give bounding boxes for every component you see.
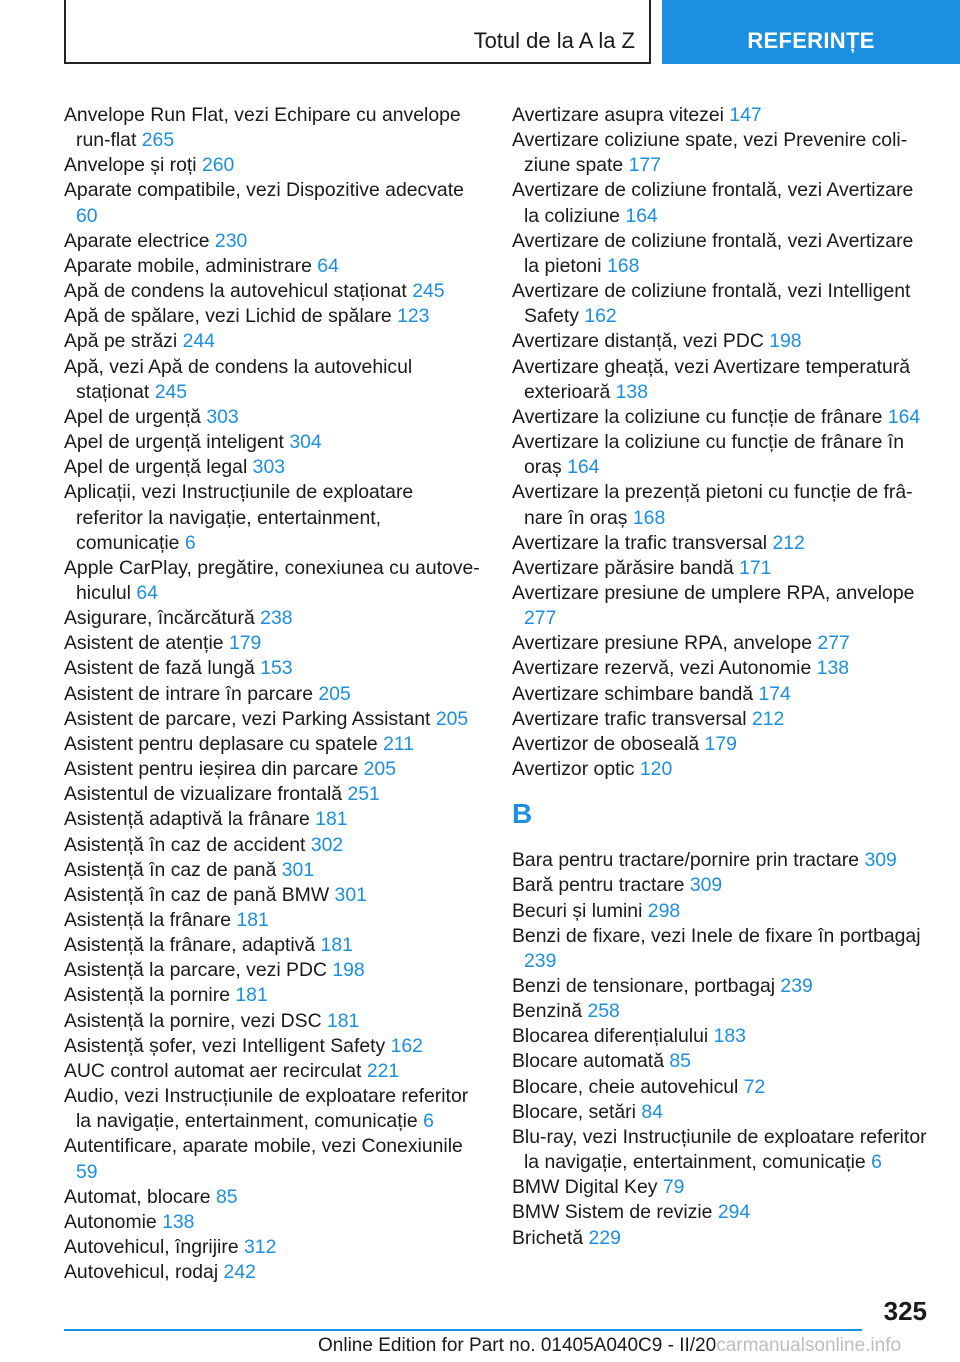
tab-section[interactable] [66,0,651,64]
entry-term: Blu-ray, vezi Instrucțiunile de exploatare referitor la navigație, entertainment, comunicație [512,1125,927,1174]
index-entry [64,1134,484,1184]
entry-term: Benzi de fixare, vezi Inele de fixare în portbagaj [512,924,921,947]
entry-term: Avertizare de coliziune frontală, vezi Intelligent Safety [512,280,911,328]
index-entry [512,355,932,405]
tab-section-label: Totul de la A la Z [473,28,635,53]
entry-term: BMW Digital Key [512,1176,663,1199]
entry-term: Asistent de intrare în parcare [64,682,319,705]
entry-term: Asistență șofer, vezi Intelligent Safety [64,1034,391,1057]
index-entry [64,707,484,732]
entry-term: Asigurare, încărcătură [64,607,261,630]
entry-page-link[interactable]: 251 [347,783,380,806]
entry-page-link[interactable]: 245 [154,380,188,403]
entry-term: Asistență în caz de accident [64,833,311,856]
index-entry [512,229,932,279]
entry-term: Avertizare coliziune spate, vezi Prevenire coliziune spate [512,129,908,177]
entry-page-link[interactable]: 64 [136,581,158,604]
entry-page-link[interactable]: 303 [206,405,239,428]
entry-term: AUC control automat aer recirculat [64,1059,367,1082]
entry-page-link[interactable]: 162 [584,305,617,328]
entry-page-link[interactable]: 205 [363,758,396,781]
tab-references[interactable] [662,0,960,64]
index-group-a [512,103,932,782]
index-entry [64,455,484,480]
edition-text: Online Edition for Part no. 01405A040C9 - II/20 [318,1335,717,1356]
entry-page-link[interactable]: 168 [607,254,640,277]
entry-term: Asistent de atenție [64,632,229,655]
entry-page-link[interactable]: 294 [717,1201,751,1224]
index-entry [64,606,484,631]
entry-term: Asistență la pornire [64,984,236,1007]
entry-page-link[interactable]: 168 [632,506,666,529]
entry-page-link[interactable]: 205 [435,707,469,730]
entry-term: Asistent de fază lungă [64,657,261,680]
entry-term: Brichetă [512,1226,589,1249]
index-entry [512,707,932,732]
entry-term: Blocarea diferențialului [512,1025,714,1048]
entry-page-link[interactable]: 153 [260,657,293,680]
index-entry [64,958,484,983]
index-entry [512,873,932,898]
entry-page-link[interactable]: 64 [317,254,339,277]
entry-term: Avertizor optic [512,758,640,781]
index-entry [64,355,484,405]
index-entry [64,1260,484,1285]
index-entry [64,1059,484,1084]
entry-page-link[interactable]: 301 [281,858,315,881]
entry-term: Asistent de parcare, vezi Parking Assistant [64,707,436,730]
entry-page-link[interactable]: 265 [141,129,175,152]
entry-term: Avertizare rezervă, vezi Autonomie [512,657,817,680]
index-entry [64,1185,484,1210]
entry-page-link[interactable]: 84 [641,1100,663,1123]
entry-term: Apă de spălare, vezi Lichid de spălare [64,305,398,328]
entry-page-link[interactable]: 179 [228,632,262,655]
entry-page-link[interactable]: 171 [739,556,772,579]
index-entry [512,1024,932,1049]
entry-page-link[interactable]: 301 [334,883,367,906]
index-entry [64,858,484,883]
entry-page-link[interactable]: 230 [214,229,248,252]
entry-page-link[interactable]: 303 [252,456,286,479]
entry-page-link[interactable]: 309 [864,849,897,872]
index-entry [512,430,932,480]
index-entry [512,1100,932,1125]
entry-term: Avertizare asupra vitezei [512,104,730,126]
entry-page-link[interactable]: 277 [524,607,557,630]
entry-term: Apel de urgență legal [64,456,253,479]
index-entry [64,732,484,757]
entry-page-link[interactable]: 244 [182,330,215,353]
entry-term: Audio, vezi Instrucțiunile de exploatare referitor la navigație, entertainment, comunicație [64,1085,469,1133]
index-entry [512,103,932,128]
index-entry [512,1075,932,1100]
index-entry [64,807,484,832]
index-entry [64,1210,484,1235]
entry-term: Asistentul de vizualizare frontală [64,783,348,806]
page-number: 325 [883,1296,927,1326]
index-entry [64,1084,484,1134]
entry-term: Asistență la frânare [64,909,237,931]
index-entry [64,757,484,782]
entry-page-link[interactable]: 245 [412,280,445,303]
entry-term: Apă pe străzi [64,330,183,353]
entry-term: Avertizare la coliziune cu funcție de frânare în oraș [512,431,904,479]
entry-term: Avertizare gheață, vezi Avertizare temperatură exterioară [512,355,911,403]
entry-page-link[interactable]: 123 [397,305,430,328]
index-entry [64,908,484,933]
index-entry [512,531,932,556]
index-entry [512,656,932,681]
entry-term: Aplicații, vezi Instrucțiunile de exploatare referitor la navigație, entertainment, comunicație [64,481,414,554]
entry-term: Avertizare distanță, vezi PDC [512,330,770,353]
index-entry [64,304,484,329]
entry-term: Avertizor de oboseală [512,732,705,755]
index-entry [512,757,932,782]
entry-term: Apel de urgență [64,405,207,428]
entry-page-link[interactable]: 309 [689,874,723,897]
entry-term: Bara pentru tractare/pornire prin tractare [512,849,865,872]
index-entry [512,1200,932,1225]
entry-term: Automat, blocare [64,1185,216,1208]
entry-term: Avertizare schimbare bandă [512,682,759,705]
entry-term: Becuri și lumini [512,899,648,922]
entry-term: Avertizare la prezență pietoni cu funcție de frânare în oraș [512,481,913,529]
index-entry [512,732,932,757]
entry-page-link[interactable]: 177 [628,154,661,177]
entry-page-link[interactable]: 147 [729,104,762,126]
entry-term: Anvelope și roți [64,154,202,177]
entry-term: Autentificare, aparate mobile, vezi Conexiunile [64,1135,463,1158]
entry-term: Avertizare la trafic transversal [512,531,773,554]
entry-term: Asistență adaptivă la frânare [64,808,316,831]
entry-page-link[interactable]: 72 [743,1075,766,1098]
index-entry [64,279,484,304]
entry-term: Asistență la parcare, vezi PDC [64,959,333,982]
entry-term: Bară pentru tractare [512,874,690,897]
entry-term: Avertizare de coliziune frontală, vezi Avertizare la coliziune [512,179,914,227]
index-entry [64,631,484,656]
entry-term: Asistență la frânare, adaptivă [64,934,321,957]
entry-term: Apel de urgență inteligent [64,431,290,454]
entry-page-link[interactable]: 181 [326,1009,360,1032]
entry-page-link[interactable]: 183 [713,1025,746,1048]
entry-page-link[interactable]: 181 [320,934,353,957]
index-entry [512,848,932,873]
index-entry [64,1034,484,1059]
entry-page-link[interactable]: 277 [817,632,850,655]
entry-page-link[interactable]: 221 [366,1059,400,1082]
index-entry [512,1175,932,1200]
entry-term: Aparate electrice [64,229,215,252]
index-entry [512,279,932,329]
entry-page-link[interactable]: 298 [647,899,681,922]
index-entry [512,1049,932,1074]
entry-term: Asistență în caz de pană BMW [64,883,335,906]
entry-term: Autonomie [64,1210,163,1233]
entry-term: Avertizare trafic transversal [512,707,752,730]
entry-page-link[interactable]: 238 [260,607,293,630]
entry-term: Avertizare părăsire bandă [512,556,740,579]
entry-page-link[interactable]: 258 [587,1000,620,1023]
entry-page-link[interactable]: 211 [383,732,414,755]
entry-page-link[interactable]: 174 [758,682,791,705]
entry-page-link[interactable]: 179 [704,732,737,755]
page-header [0,0,960,66]
entry-term: Avertizare de coliziune frontală, vezi Avertizare la pietoni [512,229,914,277]
index-entry [512,631,932,656]
entry-term: Autovehicul, rodaj [64,1261,224,1284]
entry-term: Asistent pentru ieșirea din parcare [64,758,364,781]
watermark: carmanualsonline.info [716,1335,902,1356]
index-entry [64,682,484,707]
index-entry [64,153,484,178]
index-entry [512,974,932,999]
entry-page-link[interactable]: 138 [162,1210,195,1233]
index-entry [64,656,484,681]
index-entry [512,1226,932,1251]
index-entry [64,933,484,958]
index-column-left [64,103,484,1285]
entry-term: Apple CarPlay, pregătire, conexiunea cu autovehiculul [64,556,480,604]
index-entry [512,999,932,1024]
entry-term: Benzi de tensionare, portbagaj [512,975,781,997]
entry-page-link[interactable]: 198 [769,330,802,353]
entry-page-link[interactable]: 312 [244,1236,277,1259]
entry-page-link[interactable]: 205 [318,682,351,705]
entry-term: Apă, vezi Apă de condens la autovehicul staționat [64,355,413,403]
entry-page-link[interactable]: 260 [201,154,235,177]
entry-page-link[interactable]: 6 [423,1110,434,1133]
entry-page-link[interactable]: 164 [625,204,658,227]
index-entry [64,178,484,228]
entry-term: Blocare, cheie autovehicul [512,1075,744,1098]
tab-references-label: REFERINȚE [747,28,875,53]
entry-page-link[interactable]: 120 [639,758,673,781]
index-group-b [512,848,932,1251]
entry-page-link[interactable]: 138 [816,657,850,680]
entry-page-link[interactable]: 162 [390,1034,423,1057]
index-entry [64,1235,484,1260]
entry-page-link[interactable]: 79 [662,1176,685,1199]
index-entry [64,229,484,254]
index-entry [64,329,484,354]
entry-term: Asistență la pornire, vezi DSC [64,1009,327,1032]
entry-page-link[interactable]: 212 [772,531,805,554]
index-entry [64,103,484,153]
index-entry [512,329,932,354]
entry-term: Asistent pentru deplasare cu spatele [64,732,384,755]
entry-page-link[interactable]: 6 [184,531,196,554]
entry-page-link[interactable]: 239 [524,949,557,972]
entry-page-link[interactable]: 59 [76,1160,98,1183]
index-entry [512,899,932,924]
entry-term: Aparate mobile, administrare [64,254,318,277]
index-entry [64,430,484,455]
index-entry [512,924,932,974]
index-entry [64,983,484,1008]
entry-page-link[interactable]: 181 [236,909,269,931]
index-entry [512,480,932,530]
entry-page-link[interactable]: 181 [235,984,268,1007]
entry-term: Avertizare la coliziune cu funcție de frânare [512,405,888,428]
entry-term: Anvelope Run Flat, vezi Echipare cu anvelope run-flat [64,104,461,152]
entry-page-link[interactable]: 138 [615,380,648,403]
index-entry [512,178,932,228]
index-column-right [512,103,932,1251]
entry-page-link[interactable]: 239 [780,975,813,997]
entry-page-link[interactable]: 164 [887,405,921,428]
index-entry [64,1009,484,1034]
entry-page-link[interactable]: 212 [751,707,785,730]
footer [318,1335,901,1357]
index-entry [512,405,932,430]
index-entry [64,405,484,430]
entry-term: Autovehicul, îngrijire [64,1236,244,1259]
entry-page-link[interactable]: 6 [871,1151,882,1174]
section-letter: B [512,798,533,830]
entry-page-link[interactable]: 229 [588,1226,621,1249]
index-entry [64,254,484,279]
entry-term: Blocare, setări [512,1100,642,1123]
entry-term: Apă de condens la autovehicul staționat [64,280,413,303]
entry-term: BMW Sistem de revizie [512,1201,718,1224]
entry-page-link[interactable]: 164 [567,456,600,479]
index-entry [512,128,932,178]
entry-page-link[interactable]: 242 [223,1261,256,1284]
entry-page-link[interactable]: 60 [76,204,98,227]
index-entry [64,556,484,606]
entry-page-link[interactable]: 85 [215,1185,238,1208]
entry-term: Asistență în caz de pană [64,858,282,881]
index-entry [512,556,932,581]
index-entry [64,883,484,908]
entry-term: Aparate compatibile, vezi Dispozitive adecvate [64,179,464,202]
entry-term: Blocare automată [512,1050,670,1073]
entry-term: Benzină [512,1000,588,1023]
index-entry [512,1125,932,1175]
index-entry [64,480,484,555]
entry-term: Avertizare presiune de umplere RPA, anvelope [512,581,915,604]
footer-divider [64,1329,862,1331]
index-entry [64,782,484,807]
index-entry [64,833,484,858]
entry-page-link[interactable]: 181 [315,808,348,831]
index-entry [512,581,932,631]
entry-page-link[interactable]: 304 [289,431,322,454]
entry-term: Avertizare presiune RPA, anvelope [512,632,818,655]
entry-page-link[interactable]: 302 [310,833,344,856]
entry-page-link[interactable]: 198 [332,959,365,982]
entry-page-link[interactable]: 85 [669,1050,691,1073]
index-entry [512,682,932,707]
